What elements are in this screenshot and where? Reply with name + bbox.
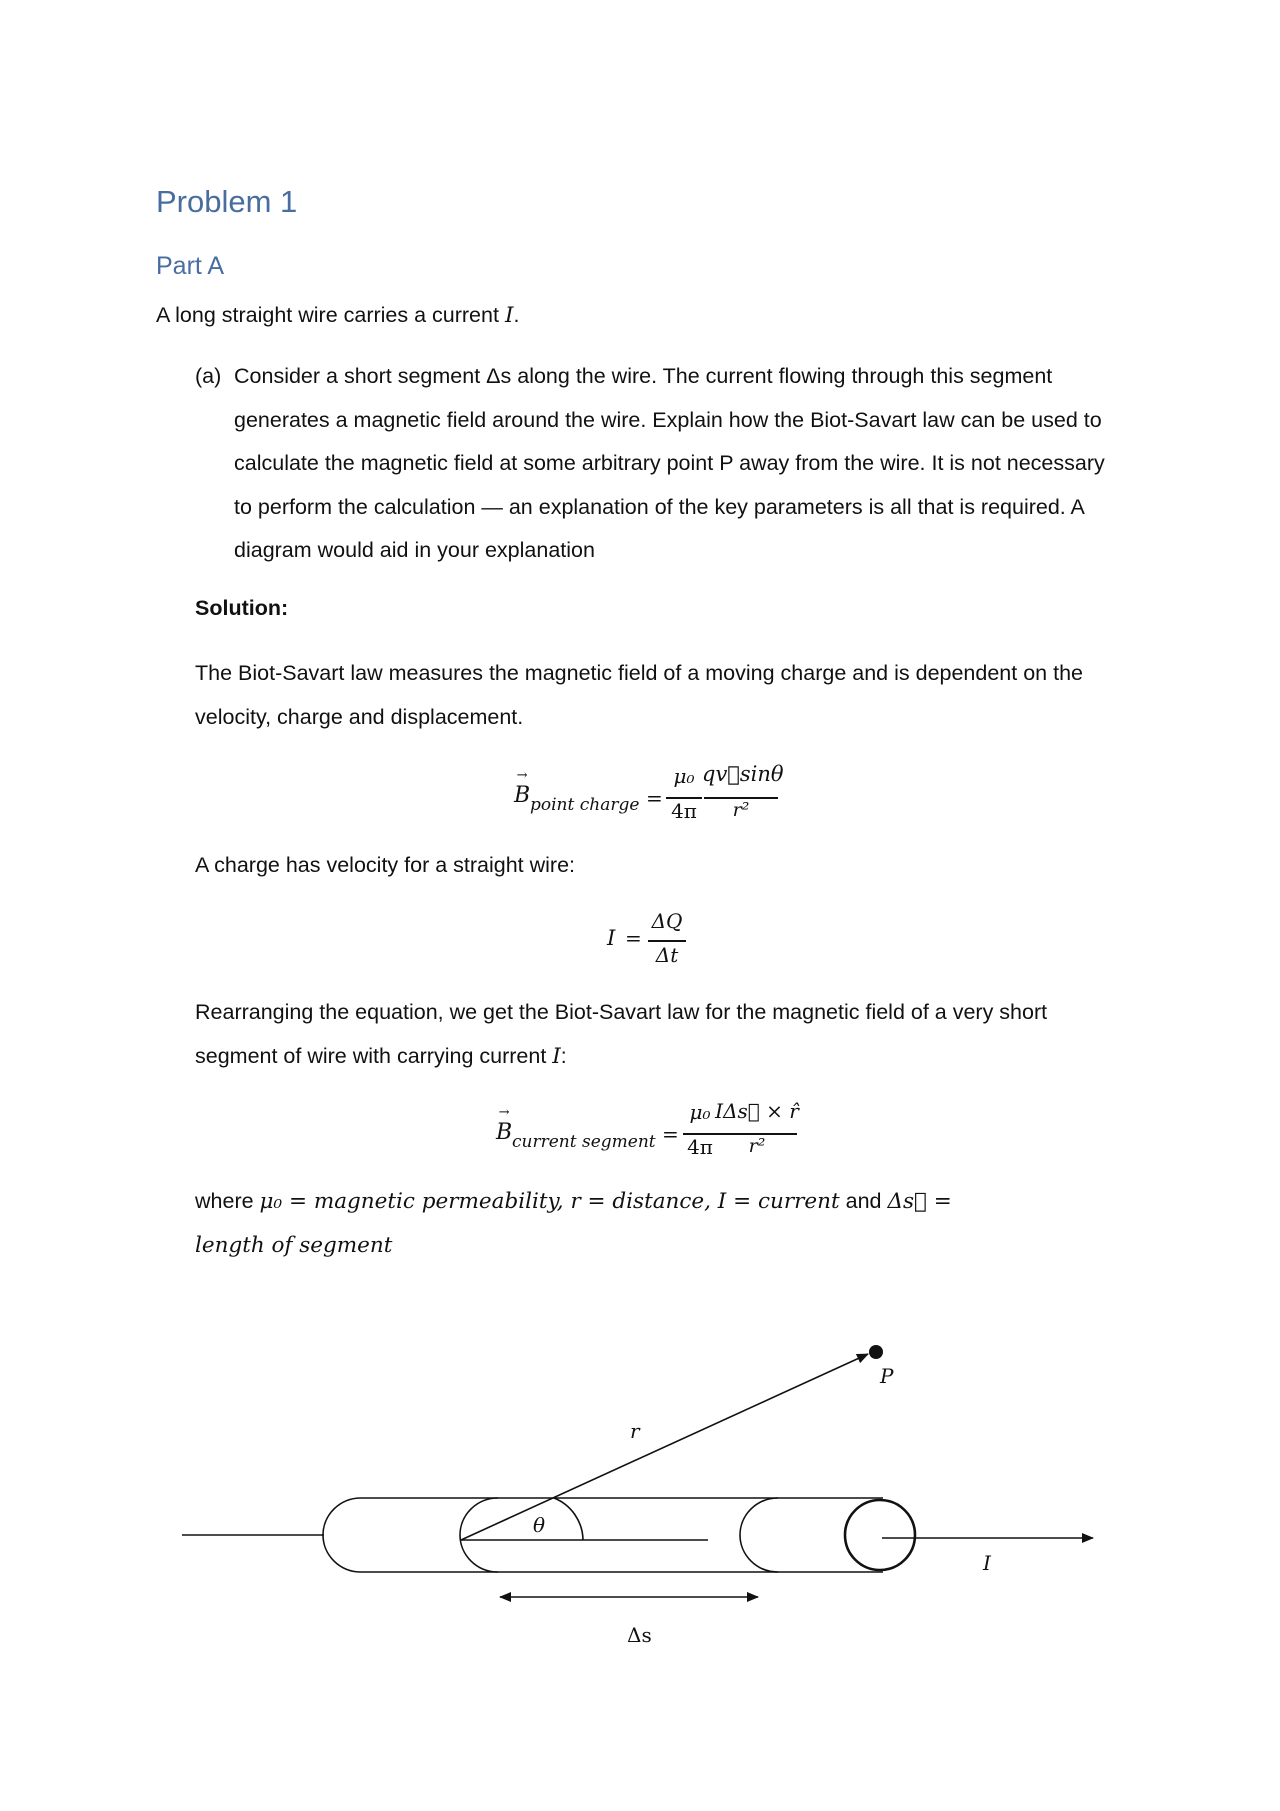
eq3-k-num: μ₀ bbox=[689, 1100, 711, 1124]
question-line: to perform the calculation — an explanation of the key parameters is all that is required. A bbox=[234, 494, 1085, 519]
current-symbol: I bbox=[504, 303, 514, 328]
segment-start-arc bbox=[460, 1498, 498, 1572]
label-current: I bbox=[983, 1551, 991, 1575]
segment-end-arc bbox=[740, 1498, 778, 1572]
question-label: (a) bbox=[195, 364, 222, 388]
label-r: r bbox=[630, 1419, 640, 1443]
eq3-num: IΔs⃗ × r̂ bbox=[715, 1099, 799, 1123]
question-line: calculate the magnetic field at some arbitrary point P away from the wire. It is not necessary bbox=[234, 451, 1105, 475]
eq2-den: Δt bbox=[655, 943, 679, 967]
question-text bbox=[234, 355, 1194, 573]
eq2-lhs: I bbox=[607, 926, 616, 950]
eq2-num: ΔQ bbox=[651, 909, 683, 933]
point-p-dot bbox=[869, 1345, 883, 1359]
r-vector-arrow bbox=[461, 1354, 868, 1540]
eq3-subscript: current segment bbox=[512, 1132, 656, 1152]
label-delta-s: Δs bbox=[627, 1623, 652, 1647]
cylinder-left-end bbox=[323, 1498, 361, 1572]
eq3-k-den: 4π bbox=[687, 1135, 713, 1159]
eq3-den: r² bbox=[748, 1135, 766, 1157]
variable-definitions: where μ₀ = magnetic permeability, r = distance, I = current and Δs⃗ = length of segment bbox=[195, 1189, 952, 1258]
label-p: P bbox=[880, 1364, 894, 1388]
b-vector-symbol: → B bbox=[496, 1120, 512, 1145]
theta-arc bbox=[554, 1498, 583, 1540]
intro-text: A long straight wire carries a current I. bbox=[156, 303, 520, 328]
eq1-num: qv⃗sinθ bbox=[702, 762, 784, 786]
question-line: generates a magnetic field around the wire. Explain how the Biot-Savart law can be used to bbox=[234, 407, 1102, 432]
eq1-den: r² bbox=[732, 799, 750, 821]
question-line: diagram would aid in your explanation bbox=[234, 538, 595, 562]
section-heading: Part A bbox=[156, 252, 225, 280]
eq1-k-den: 4π bbox=[671, 799, 697, 823]
paragraph-1: The Biot-Savart law measures the magnetic field of a moving charge and is dependent on the velocity, charge and displacement. bbox=[195, 661, 1083, 729]
eq1-subscript: point charge bbox=[530, 795, 640, 815]
solution-label: Solution: bbox=[195, 596, 289, 620]
eq1-k-num: μ₀ bbox=[673, 764, 695, 788]
b-vector-symbol: → B bbox=[514, 783, 530, 808]
cylinder-right-end bbox=[845, 1500, 915, 1570]
question-line: Consider a short segment Δs along the wire. The current flowing through this segment bbox=[234, 364, 1053, 388]
paragraph-3: Rearranging the equation, we get the Biot-Savart law for the magnetic field of a very short segment of wire with carrying current I: bbox=[195, 1000, 1048, 1069]
paragraph-2: A charge has velocity for a straight wire: bbox=[195, 853, 576, 877]
label-theta: θ bbox=[533, 1513, 546, 1537]
biot-savart-diagram bbox=[0, 1320, 1280, 1660]
page-title: Problem 1 bbox=[156, 184, 298, 219]
